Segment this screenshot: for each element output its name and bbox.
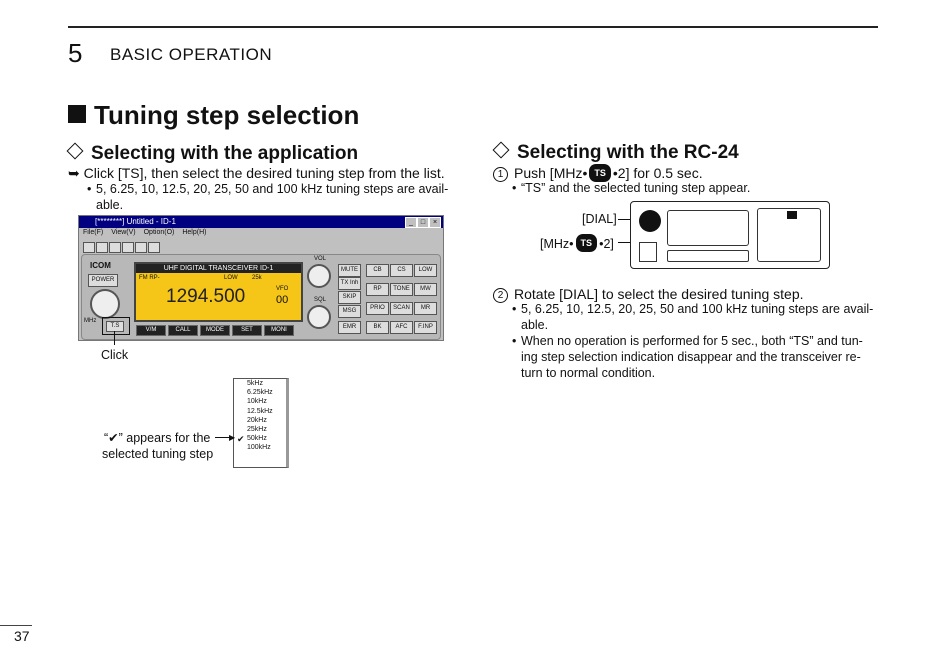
lcd-step: 25k [252,275,262,281]
dial-callout: [DIAL] [582,212,617,226]
left-bullet-cont: able. [96,198,124,212]
maximize-button[interactable]: □ [417,217,429,228]
chapter-title: BASIC OPERATION [110,45,273,64]
cb-button[interactable]: CB [366,264,389,277]
menu-bar [83,229,214,236]
button-row [667,250,749,262]
bk-button[interactable]: BK [366,321,389,334]
ts-badge: TS [589,164,611,182]
power-button[interactable]: POWER [88,274,118,287]
remote-display [667,210,749,246]
sql-knob[interactable] [307,305,331,329]
minimize-button[interactable]: _ [405,217,417,228]
rc24-remote [630,201,830,269]
msg-button[interactable]: MSG [338,305,361,318]
page-number: 37 [14,628,30,644]
click-label: Click [101,348,129,362]
step-number: 1 [493,167,508,182]
right-step2-bullet2-cont2: turn to normal condition. [521,366,656,380]
ts-badge: TS [576,234,598,252]
list-item[interactable]: 20kHz [247,416,267,424]
save-icon[interactable] [109,242,121,253]
right-step1-bullet: • “TS” and the selected tuning step appear. [521,180,750,196]
lcd-mode: FM RP- [139,275,160,281]
header-rule [68,26,878,28]
right-step2-bullet2-cont1: ing step selection indication disappear and the transceiver re- [521,350,861,364]
mute-button[interactable]: MUTE [338,264,361,277]
title-bar: [********] Untitled - ID-1 [79,216,443,228]
mic-jack [639,242,657,262]
mode-button[interactable]: MODE [200,325,230,336]
checkmark-note-line2: selected tuning step [102,447,214,461]
list-item[interactable]: 100kHz [247,444,271,452]
list-icon[interactable] [135,242,147,253]
read-icon[interactable] [122,242,134,253]
right-step2-bullet1-cont: able. [521,318,549,332]
list-item[interactable]: 5kHz [247,380,263,387]
close-button[interactable]: × [429,217,441,228]
brand-logo: ICOM [90,261,111,270]
tx-inh-button[interactable]: TX Inh [338,277,361,290]
menu-help[interactable]: Help(H) [182,229,207,236]
lcd-header: UHF DIGITAL TRANSCEIVER ID-1 [136,264,301,273]
diamond-icon [67,143,84,160]
sql-label: SQL [314,297,327,303]
diamond-icon [493,142,510,159]
vol-label: VOL [314,256,327,262]
click-leader-line [114,331,115,345]
lcd-display [134,262,303,322]
mhz-key[interactable] [787,211,797,219]
right-step1: 1 Push [MHz• TS •2] for 0.5 sec. [493,164,703,182]
left-heading: Selecting with the application [66,143,358,165]
toolbar [83,240,161,251]
right-step2: 2 Rotate [DIAL] to select the desired tuning step. [493,286,804,303]
scan-button[interactable]: SCAN [390,302,413,315]
low-button[interactable]: LOW [414,264,437,277]
dial-knob[interactable] [639,210,661,232]
list-item[interactable]: 6.25kHz [247,389,273,397]
mhz-label: MHz [84,318,97,324]
checkmark-note-line1: “✔” appears for the [104,431,211,445]
zoom-icon[interactable] [148,242,160,253]
right-step2-bullet1: • 5, 6.25, 10, 12.5, 20, 25, 50 and 100 kHz tuning steps are avail- [521,301,873,317]
menu-option[interactable]: Option(O) [143,229,175,236]
list-item[interactable]: 12.5kHz [247,407,273,415]
mhz-callout: [MHz• TS •2] [540,234,614,252]
right-heading: Selecting with the RC-24 [492,142,739,164]
tone-button[interactable]: TONE [390,283,413,296]
menu-view[interactable]: View(V) [111,229,136,236]
arrow-icon: ➥ [68,165,80,181]
open-icon[interactable] [96,242,108,253]
ts-highlight-box [102,317,130,335]
mr-button[interactable]: MR [414,302,437,315]
chapter-number: 5 [68,38,83,68]
lcd-frequency: 1294.500 [166,286,246,307]
left-bullet: • 5, 6.25, 10, 12.5, 20, 25, 50 and 100 kHz tuning steps are avail- [96,181,448,197]
footer-rule [0,625,32,626]
cs-button[interactable]: CS [390,264,413,277]
tuning-step-list [233,378,289,468]
radio-panel [81,254,441,340]
skip-button[interactable]: SKIP [338,291,361,304]
set-button[interactable]: SET [232,325,262,336]
checkmark-icon: ✔ [237,434,245,444]
list-item[interactable]: 10kHz [247,398,267,406]
new-icon[interactable] [83,242,95,253]
finp-button[interactable]: F.INP [414,321,437,334]
moni-button[interactable]: MONI [264,325,294,336]
main-dial-knob[interactable] [90,289,120,319]
emr-button[interactable]: EMR [338,321,361,334]
list-item[interactable]: 50kHz [247,435,267,443]
menu-file[interactable]: File(F) [83,229,104,236]
app-window [78,215,444,341]
vm-button[interactable]: V/M [136,325,166,336]
mw-button[interactable]: MW [414,283,437,296]
call-button[interactable]: CALL [168,325,198,336]
lcd-channel: 00 [276,294,289,306]
step-number: 2 [493,288,508,303]
right-step2-bullet2: • When no operation is performed for 5 sec., both “TS” and tun- [521,333,863,349]
afc-button[interactable]: AFC [390,321,413,334]
left-step: ➥ Click [TS], then select the desired tuning step from the list. [68,165,445,181]
prio-button[interactable]: PRIO [366,302,389,315]
rp-button[interactable]: RP [366,283,389,296]
lcd-power: LOW [224,275,238,281]
lcd-vfo: VFO [276,286,289,292]
ts-button[interactable]: T.S [106,321,124,332]
arrow-right-icon: ▶ [229,433,236,442]
square-bullet-icon [68,105,86,123]
vol-knob[interactable] [307,264,331,288]
section-title: Tuning step selection [68,100,359,131]
list-item[interactable]: 25kHz [247,426,267,434]
